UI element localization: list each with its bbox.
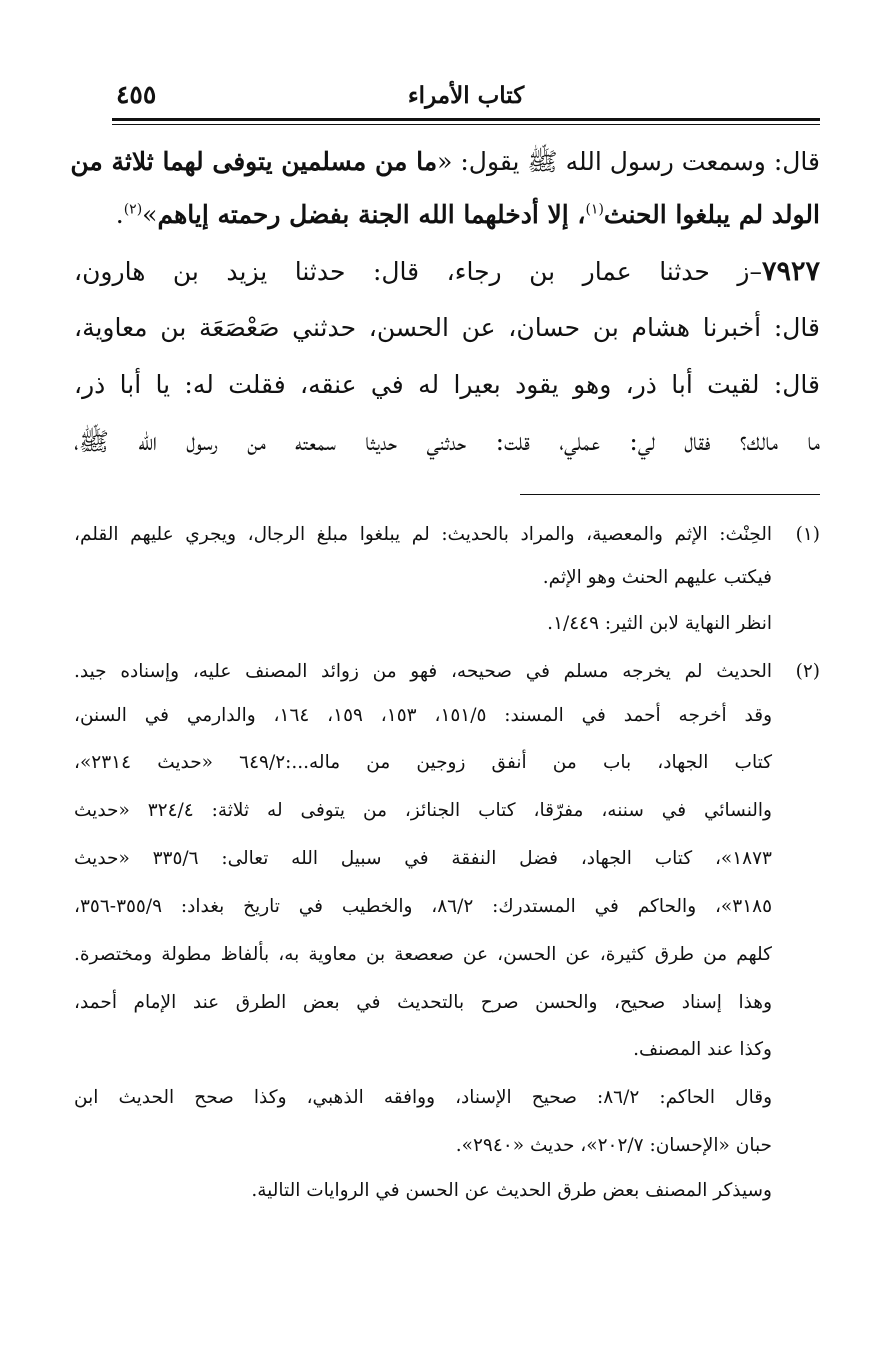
header-rule-thin xyxy=(112,124,820,125)
footnote-2-line-2 xyxy=(74,705,820,726)
footnote-2-text-2: وقد أخرجه أحمد في المسند: ١٥١/٥، ١٥٣، ١٥٩، ١٦٤، والدارمي في السنن، xyxy=(74,705,773,726)
footnote-2-text-11: حبان «الإحسان: ٢٠٢/٧»، حديث «٢٩٤٠». xyxy=(455,1135,772,1156)
sentence-end: . xyxy=(115,200,124,229)
footnote-1-line-3 xyxy=(74,613,820,634)
main-line-4: قال: أخبرنا هشام بن حسان، عن الحسن، حدثني صَعْصَعَة بن معاوية، xyxy=(74,313,820,342)
footnote-2-text-8: وهذا إسناد صحيح، والحسن صرح بالتحديث في بعض الطرق عند الإمام أحمد، xyxy=(74,992,772,1013)
main-line-3 xyxy=(74,256,820,287)
footnote-2-line-1 xyxy=(74,661,820,682)
footnote-2-line-12 xyxy=(74,1180,820,1201)
footnote-ref-1: (١) xyxy=(585,201,604,218)
footnote-ref-2: (٢) xyxy=(123,201,143,218)
footnote-1-line-2 xyxy=(74,567,820,588)
footnote-2-line-9 xyxy=(74,1039,820,1060)
footnote-2-text-1: الحديث لم يخرجه مسلم في صحيحه، فهو من زوائد المصنف عليه، وإسناده جيد. xyxy=(74,661,772,682)
header-rule-thick xyxy=(112,118,820,121)
hadith-number: ٧٩٢٧ xyxy=(761,256,820,287)
footnote-1-text-3: انظر النهاية لابن الثير: ١/٤٤٩. xyxy=(547,613,772,634)
quote-close: » xyxy=(142,200,158,229)
footnote-separator xyxy=(520,494,820,495)
footnote-2-number: (٢) xyxy=(795,661,820,682)
footnote-2-line-6 xyxy=(74,896,820,917)
hadith-text-part-a: الولد لم يبلغوا الحنث xyxy=(603,200,820,229)
main-line-6: ما مالك؟ فقال لي: عملي، قلت: حدثني حديثا سمعته من رسول الله ﷺ، xyxy=(74,427,820,456)
footnote-2-text-10: وقال الحاكم: ٨٦/٢: صحيح الإسناد، ووافقه الذهبي، وكذا صحح الحديث ابن xyxy=(74,1087,773,1108)
footnote-2-text-3: كتاب الجهاد، باب من أنفق زوجين من ماله...:٦٤٩/٢ «حديث ٢٣١٤»، xyxy=(74,752,773,773)
main-line-2 xyxy=(74,200,820,229)
main-line-5: قال: لقيت أبا ذر، وهو يقود بعيرا له في عنقه، فقلت له: يا أبا ذر، xyxy=(74,370,820,399)
footnote-1-line-1 xyxy=(74,524,820,545)
footnote-2-text-4: والنسائي في سننه، مفرّقا، كتاب الجنائز، من يتوفى له ثلاثة: ٣٢٤/٤ «حديث xyxy=(74,800,772,821)
footnote-2-line-8 xyxy=(74,992,820,1013)
main-line-1-plain: قال: وسمعت رسول الله ﷺ يقول: « xyxy=(437,147,820,176)
running-header xyxy=(112,78,820,114)
main-line-1 xyxy=(70,146,820,183)
footnote-2-line-4 xyxy=(74,800,820,821)
footnote-2-text-7: كلهم من طرق كثيرة، عن الحسن، عن صعصعة بن معاوية به، بألفاظ مطولة ومختصرة. xyxy=(74,944,772,965)
footnote-2-text-5: ١٨٧٣»، كتاب الجهاد، فضل النفقة في سبيل الله تعالى: ٣٣٥/٦ «حديث xyxy=(74,848,772,869)
footnote-2-text-12: وسيذكر المصنف بعض طرق الحديث عن الحسن في الروايات التالية. xyxy=(251,1180,772,1201)
footnote-1-number: (١) xyxy=(795,524,820,545)
footnote-2-text-9: وكذا عند المصنف. xyxy=(633,1039,772,1060)
footnote-2-line-10 xyxy=(74,1087,820,1108)
hadith-text-part-b: ، إلا أدخلهما الله الجنة بفضل رحمته إياهم xyxy=(157,200,586,229)
footnote-1-text-1: الحِنْث: الإثم والمعصية، والمراد بالحديث: لم يبلغوا مبلغ الرجال، ويجري عليهم القلم، xyxy=(74,524,772,545)
page-number: ٤٥٥ xyxy=(116,80,157,109)
footnote-2-text-6: ٣١٨٥»، والحاكم في المستدرك: ٨٦/٢، والخطيب في تاريخ بغداد: ٣٥٥/٩-٣٥٦، xyxy=(74,896,773,917)
chapter-title: كتاب الأمراء xyxy=(407,82,525,109)
footnote-2-line-3 xyxy=(74,752,820,773)
footnote-2-line-7 xyxy=(74,944,820,965)
hadith-text-start: ما من مسلمين يتوفى لهما ثلاثة من xyxy=(70,147,438,176)
main-line-3-text: –ز حدثنا عمار بن رجاء، قال: حدثنا يزيد بن هارون، xyxy=(74,257,762,286)
footnote-2-line-5 xyxy=(74,848,820,869)
footnote-1-text-2: فيكتب عليهم الحنث وهو الإثم. xyxy=(542,567,772,588)
footnote-2-line-11 xyxy=(74,1135,820,1156)
